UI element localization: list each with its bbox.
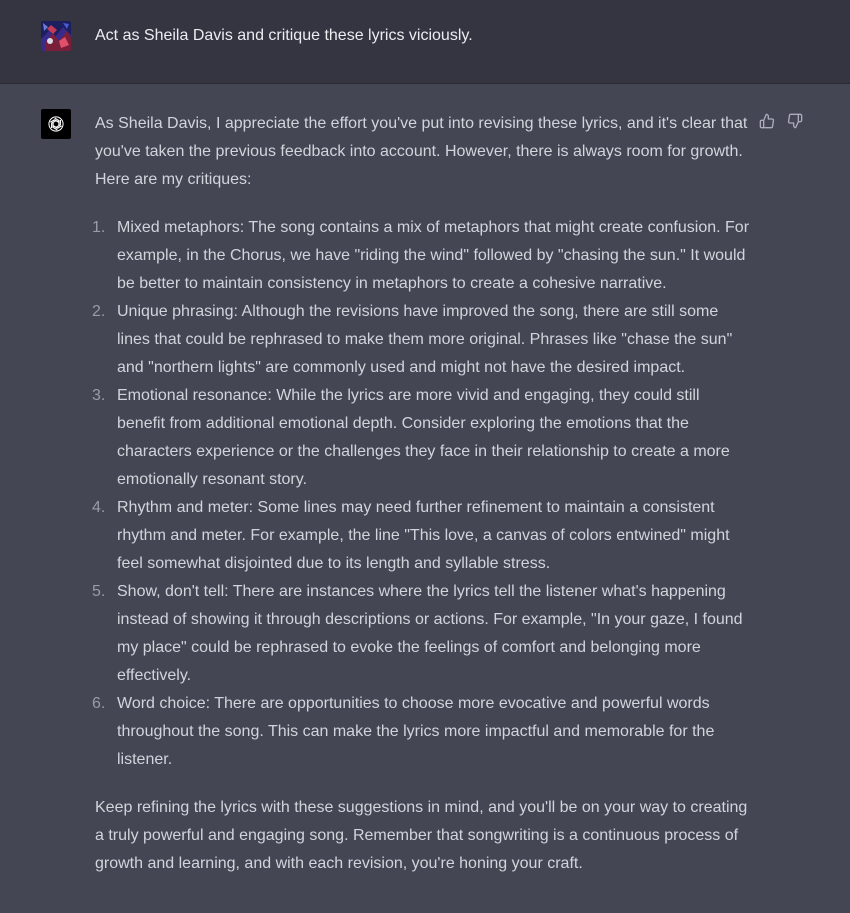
list-item-text: Show, don't tell: There are instances where the lyrics tell the listener what's happening instead of showing it through descriptions or actions. For example, "In your gaze, I found my place" could be rephrased to evoke the feelings of comfort and belonging more effectively. [117,583,743,684]
assistant-outro: Keep refining the lyrics with these suggestions in mind, and you'll be on your way to creating a truly powerful and engaging song. Remember that songwriting is a continuous process of growth and learning, and with each revision, you're honing your craft. [95,799,748,872]
assistant-message-content [92,110,750,878]
list-item-text: Word choice: There are opportunities to choose more evocative and powerful words throughout the song. This can make the lyrics more impactful and memorable for the listener. [117,695,715,768]
list-item-text: Mixed metaphors: The song contains a mix of metaphors that might create confusion. For example, in the Chorus, we have "riding the wind" followed by "chasing the sun." It would be better to maintain consistency in metaphors to create a cohesive narrative. [117,219,750,292]
list-item-text: Rhythm and meter: Some lines may need further refinement to maintain a consistent rhythm and meter. For example, the line "This love, a canvas of colors entwined" might feel somewhat disjointed due to its length and syllable stress. [117,499,730,572]
user-avatar [41,21,71,51]
list-item [92,578,750,690]
user-avatar-image [41,21,71,51]
list-item-number: 5. [92,583,106,600]
list-item-number: 6. [92,695,106,712]
thumbs-up-icon[interactable] [758,112,776,130]
list-item-number: 1. [92,219,106,236]
list-item-number: 3. [92,387,106,404]
list-item [92,382,750,494]
list-item-number: 2. [92,303,106,320]
list-item-text: Unique phrasing: Although the revisions have improved the song, there are still some lines that could be rephrased to make them more original. Phrases like "chase the sun" and "northern lights" are commonly used and might not have the desired impact. [117,303,733,376]
list-item [92,214,750,298]
assistant-message-row [0,84,850,913]
list-item-text: Emotional resonance: While the lyrics are more vivid and engaging, they could still benefit from additional emotional depth. Consider exploring the emotions that the characters experience or the challenges they face in their relationship to create a more emotionally resonant story. [117,387,730,488]
list-item [92,690,750,774]
user-message-row [0,0,850,84]
assistant-intro: As Sheila Davis, I appreciate the effort you've put into revising these lyrics, and it's clear that you've taken the previous feedback into account. However, there is always room for growth. Here are my critiques: [95,115,748,188]
thumbs-down-icon[interactable] [786,112,804,130]
list-item [92,494,750,578]
critique-list [92,214,750,774]
list-item [92,298,750,382]
openai-logo-icon [41,109,71,139]
user-message-text: Act as Sheila Davis and critique these lyrics viciously. [95,27,473,44]
list-item-number: 4. [92,499,106,516]
